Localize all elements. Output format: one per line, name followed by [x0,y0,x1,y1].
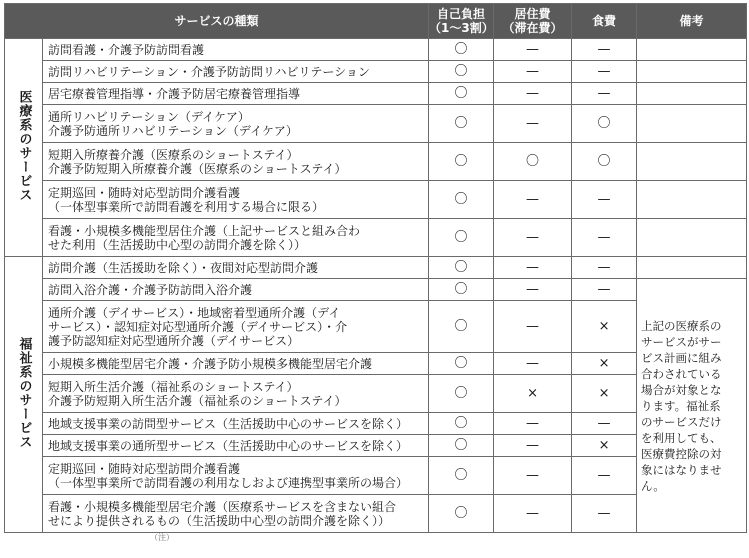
residence-mark: — [494,181,572,219]
header-residence [494,4,572,39]
food-mark: × [572,301,637,353]
table-row [5,143,747,181]
self-pay-mark: 〇 [429,353,494,375]
service-name-cell [43,495,429,533]
food-mark: × [572,353,637,375]
remarks-note-line: ビス計画に組み [641,350,722,365]
food-mark: 〇 [572,143,637,181]
header-residence-line1: 居住費 [514,7,551,21]
service-name-cell [43,143,429,181]
residence-mark: — [494,495,572,533]
self-pay-mark: 〇 [429,39,494,61]
table-row [5,219,747,257]
residence-mark: — [494,353,572,375]
table-row [5,181,747,219]
self-pay-mark: 〇 [429,495,494,533]
remarks-note-line: 場合が対象とな [641,382,722,397]
remarks-note-line: 医療費控除の対 [641,446,722,461]
food-mark: — [572,219,637,257]
self-pay-mark: 〇 [429,375,494,413]
service-name-cell [43,181,429,219]
medical-section [5,39,747,257]
food-mark: 〇 [572,105,637,143]
remarks-note-line: 合わされている [641,366,722,381]
footnote: （注） [150,533,174,542]
service-name-line: 地域支援事業の通所型サービス（生活援助中心のサービスを除く） [48,438,409,453]
remarks-cell [637,219,747,257]
service-name-line: 地域支援事業の訪問型サービス（生活援助中心のサービスを除く） [48,416,409,431]
service-name-line: 定期巡回・随時対応型訪問介護看護 [48,461,241,476]
service-name-line: 短期入所生活介護（福祉系のショートステイ） [48,379,299,394]
service-name-cell [43,219,429,257]
food-mark: — [572,61,637,83]
header-self-pay [429,4,494,39]
header-self-pay-line2: （1～3割） [429,21,494,35]
service-name-line: 看護・小規模多機能型居宅介護（医療系サービスを含まない組合 [48,499,397,514]
service-name-cell [43,105,429,143]
header-remarks: 備考 [637,4,747,39]
residence-mark: 〇 [494,143,572,181]
service-name-line: 通所介護（デイサービス）・地域密着型通所介護（デイ [48,305,341,320]
self-pay-mark: 〇 [429,457,494,495]
service-name-line: 短期入所療養介護（医療系のショートステイ） [48,147,299,162]
service-name-cell [43,413,429,435]
food-mark: — [572,181,637,219]
remarks-note-line: ります。福祉系 [641,398,721,413]
remarks-note-line: 上記の医療系の [641,318,722,333]
remarks-cell [637,105,747,143]
self-pay-mark: 〇 [429,105,494,143]
service-name-line: 訪問介護（生活援助を除く）・夜間対応型訪問介護 [48,260,319,275]
food-mark: × [572,375,637,413]
residence-mark: × [494,375,572,413]
table-row [5,413,747,435]
service-name-line: サービス）・認知症対応型通所介護（デイサービス）・介 [48,319,348,334]
food-mark: — [572,413,637,435]
service-name-cell [43,257,429,279]
self-pay-mark: 〇 [429,219,494,257]
medical-category-label: 医療系のサービス [16,89,32,202]
service-name-line: 介護予防通所リハビリテーション（デイケア） [48,123,298,138]
service-name-line: （一体型事業所で訪問看護の利用なしおよび連携型事業所の場合） [48,475,409,490]
residence-mark: — [494,279,572,301]
table-row [5,61,747,83]
service-name-line: せにより提供されるもの（生活援助中心型の訪問介護を除く）） [48,513,391,528]
remarks-cell [637,39,747,61]
service-name-line: 通所リハビリテーション（デイケア） [48,109,250,124]
table-row [5,435,747,457]
remarks-note-line: を利用しても、 [641,430,722,445]
self-pay-mark: 〇 [429,83,494,105]
remarks-note-line: 象にはなりませ [641,462,722,477]
table-row [5,83,747,105]
service-name-line: （一体型事業所で訪問看護を利用する場合に限る） [48,199,325,214]
self-pay-mark: 〇 [429,413,494,435]
service-name-line: 訪問入浴介護・介護予防訪問入浴介護 [48,282,253,297]
self-pay-mark: 〇 [429,181,494,219]
service-name-cell [43,83,429,105]
service-name-cell [43,61,429,83]
residence-mark: — [494,219,572,257]
remarks-cell [637,257,747,279]
welfare-category-label: 福祉系のサービス [16,336,32,449]
self-pay-mark: 〇 [429,143,494,181]
table-row [5,105,747,143]
table-row [5,301,747,353]
self-pay-mark: 〇 [429,257,494,279]
service-name-cell [43,435,429,457]
header-food: 食費 [572,4,637,39]
food-mark: — [572,39,637,61]
deduction-table [4,3,747,533]
remarks-note-line: のサービスだけ [641,414,722,429]
table-row [5,279,747,301]
self-pay-mark: 〇 [429,301,494,353]
table-row [5,457,747,495]
residence-mark: — [494,413,572,435]
service-name-line: 介護予防短期入所療養介護（医療系のショートステイ） [48,161,347,176]
welfare-category-cell [5,257,43,533]
table-row [5,495,747,533]
food-mark: — [572,279,637,301]
residence-mark: — [494,83,572,105]
service-name-cell [43,279,429,301]
residence-mark: — [494,457,572,495]
remarks-note-line: ん。 [641,478,665,493]
remarks-note-line: サービスがサー [641,334,722,349]
residence-mark: — [494,435,572,457]
service-name-line: 介護予防短期入所生活介護（福祉系のショートステイ） [48,393,347,408]
food-mark: — [572,457,637,495]
remarks-cell [637,143,747,181]
remarks-cell [637,61,747,83]
self-pay-mark: 〇 [429,279,494,301]
remarks-cell [637,181,747,219]
service-name-line: 看護・小規模多機能型居住介護（上記サービスと組み合わ [48,223,361,238]
residence-mark: — [494,301,572,353]
service-name-line: 定期巡回・随時対応型訪問介護看護 [48,185,241,200]
service-name-line: 訪問リハビリテーション・介護予防訪問リハビリテーション [48,64,370,79]
service-name-line: 訪問看護・介護予防訪問看護 [48,42,205,57]
service-name-line: 小規模多機能型居宅介護・介護予防小規模多機能型居宅介護 [48,356,373,371]
table-row [5,353,747,375]
header-self-pay-line1: 自己負担 [437,7,486,21]
residence-mark: — [494,257,572,279]
food-mark: — [572,495,637,533]
medical-category-cell [5,39,43,257]
header-residence-line2: （滞在費） [502,21,563,35]
remarks-note [637,279,747,533]
service-name-cell [43,301,429,353]
service-name-line: 護予防認知症対応型通所介護（デイサービス） [48,333,300,348]
food-mark: — [572,257,637,279]
self-pay-mark: 〇 [429,61,494,83]
header-row [5,4,747,39]
header-service-type: サービスの種類 [5,4,429,39]
table-row [5,257,747,279]
table-row [5,39,747,61]
service-name-line: 居宅療養管理指導・介護予防居宅療養管理指導 [48,86,301,101]
food-mark: × [572,435,637,457]
food-mark: — [572,83,637,105]
table-row [5,375,747,413]
service-name-cell [43,457,429,495]
residence-mark: — [494,39,572,61]
residence-mark: — [494,61,572,83]
residence-mark: — [494,105,572,143]
remarks-cell [637,83,747,105]
welfare-section [5,257,747,533]
service-name-cell [43,353,429,375]
service-name-line: せた利用（生活援助中心型の訪問介護を除く）） [48,237,307,252]
service-name-cell [43,39,429,61]
self-pay-mark: 〇 [429,435,494,457]
service-name-cell [43,375,429,413]
